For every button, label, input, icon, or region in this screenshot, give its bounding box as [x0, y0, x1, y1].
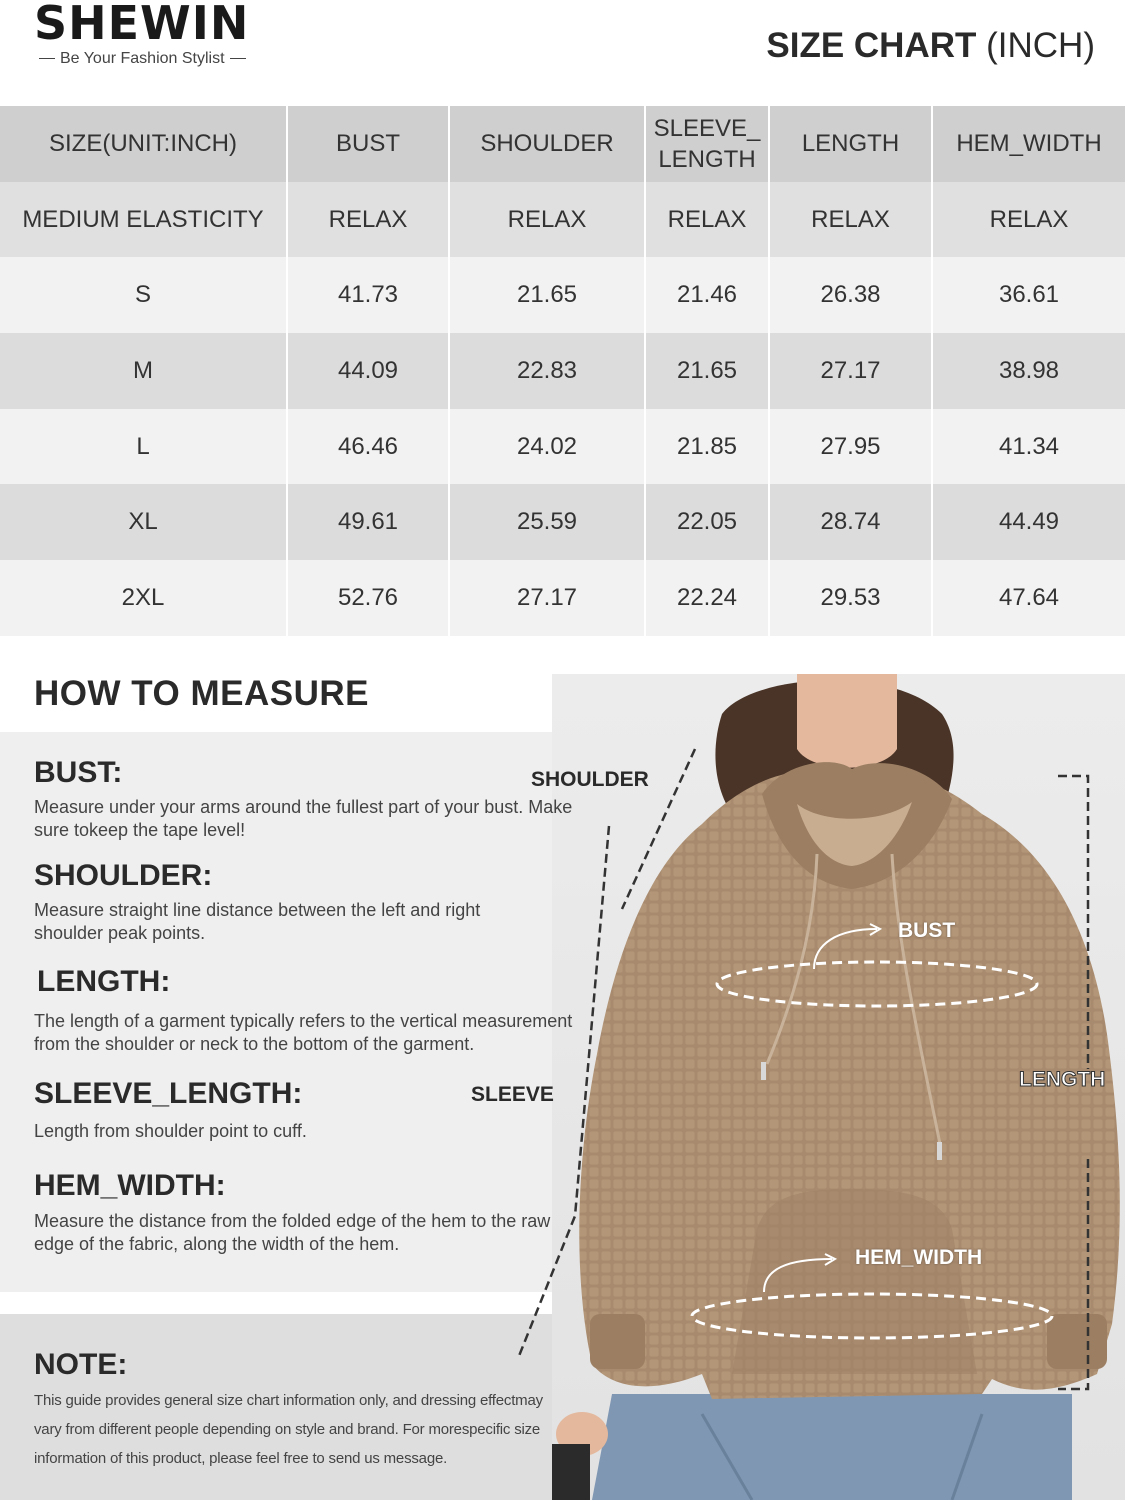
header-cell: SIZE(UNIT:INCH): [0, 106, 287, 182]
table-cell: 49.61: [287, 484, 449, 560]
table-cell: M: [0, 333, 287, 409]
note-title: NOTE:: [34, 1348, 128, 1381]
table-cell: 27.17: [449, 560, 645, 636]
bust-text: Measure under your arms around the fullest part of your bust. Make sure tokeep the tape level!: [34, 797, 573, 840]
table-cell: 27.17: [769, 333, 932, 409]
table-cell: 22.24: [645, 560, 769, 636]
table-cell: RELAX: [287, 182, 449, 258]
table-cell: MEDIUM ELASTICITY: [0, 182, 287, 258]
shoulder-text: Measure straight line distance between the left and right shoulder peak points.: [34, 900, 481, 943]
table-cell: 46.46: [287, 409, 449, 485]
table-row: [0, 560, 1125, 636]
table-cell: 52.76: [287, 560, 449, 636]
header-cell: SLEEVE_ LENGTH: [645, 106, 769, 182]
bust-label: BUST: [898, 919, 956, 942]
hem-width-heading: HEM_WIDTH:: [34, 1169, 226, 1202]
table-cell: 36.61: [932, 257, 1125, 333]
table-cell: 27.95: [769, 409, 932, 485]
table-cell: 26.38: [769, 257, 932, 333]
shoulder-heading: SHOULDER:: [34, 859, 213, 892]
brand-tagline: Be Your Fashion Stylist: [34, 50, 274, 68]
table-cell: 29.53: [769, 560, 932, 636]
table-cell: 22.05: [645, 484, 769, 560]
table-cell: 21.65: [645, 333, 769, 409]
sleeve-length-heading: SLEEVE_LENGTH:: [34, 1077, 303, 1110]
table-cell: S: [0, 257, 287, 333]
shoulder-label: SHOULDER: [531, 768, 649, 791]
header-cell: BUST: [287, 106, 449, 182]
length-label: LENGTH: [1019, 1068, 1106, 1091]
table-cell: L: [0, 409, 287, 485]
table-cell: 41.73: [287, 257, 449, 333]
sleeve-label: SLEEVE: [471, 1083, 554, 1106]
header-cell: SHOULDER: [449, 106, 645, 182]
brand-logo: [34, 0, 274, 68]
sleeve-length-text: Length from shoulder point to cuff.: [34, 1121, 307, 1141]
size-table: [0, 106, 1125, 636]
table-cell: 38.98: [932, 333, 1125, 409]
table-cell: XL: [0, 484, 287, 560]
brand-name: SHEWIN: [34, 0, 250, 50]
table-cell: 21.46: [645, 257, 769, 333]
table-cell: 24.02: [449, 409, 645, 485]
header-cell: LENGTH: [769, 106, 932, 182]
table-cell: 28.74: [769, 484, 932, 560]
table-cell: 47.64: [932, 560, 1125, 636]
table-row: [0, 333, 1125, 409]
table-cell: 44.09: [287, 333, 449, 409]
header-cell: HEM_WIDTH: [932, 106, 1125, 182]
table-cell: RELAX: [645, 182, 769, 258]
table-cell: RELAX: [932, 182, 1125, 258]
table-cell: 25.59: [449, 484, 645, 560]
table-elasticity-row: [0, 182, 1125, 258]
table-cell: 2XL: [0, 560, 287, 636]
length-heading: LENGTH:: [37, 965, 171, 998]
length-text: The length of a garment typically refers to the vertical measurement from the shoulder or neck to the bottom of the garment.: [34, 1011, 573, 1054]
how-to-measure-title: HOW TO MEASURE: [34, 674, 369, 713]
hem-width-label: HEM_WIDTH: [855, 1246, 983, 1269]
note-text: This guide provides general size chart information only, and dressing effectmay vary from different people depending on style and brand. For morespecific size information of this product, please feel free to send us message.: [34, 1392, 543, 1467]
table-cell: 21.65: [449, 257, 645, 333]
table-cell: RELAX: [449, 182, 645, 258]
table-row: [0, 484, 1125, 560]
table-row: [0, 257, 1125, 333]
table-cell: 21.85: [645, 409, 769, 485]
size-chart-title: SIZE CHART (INCH): [766, 26, 1095, 65]
table-cell: 22.83: [449, 333, 645, 409]
bust-heading: BUST:: [34, 756, 123, 789]
table-cell: RELAX: [769, 182, 932, 258]
table-cell: 44.49: [932, 484, 1125, 560]
table-row: [0, 409, 1125, 485]
how-to-measure-section: [0, 636, 1125, 1500]
table-header-row: [0, 106, 1125, 182]
hem-width-text: Measure the distance from the folded edge of the hem to the raw edge of the fabric, along the width of the hem.: [34, 1211, 551, 1254]
table-cell: 41.34: [932, 409, 1125, 485]
